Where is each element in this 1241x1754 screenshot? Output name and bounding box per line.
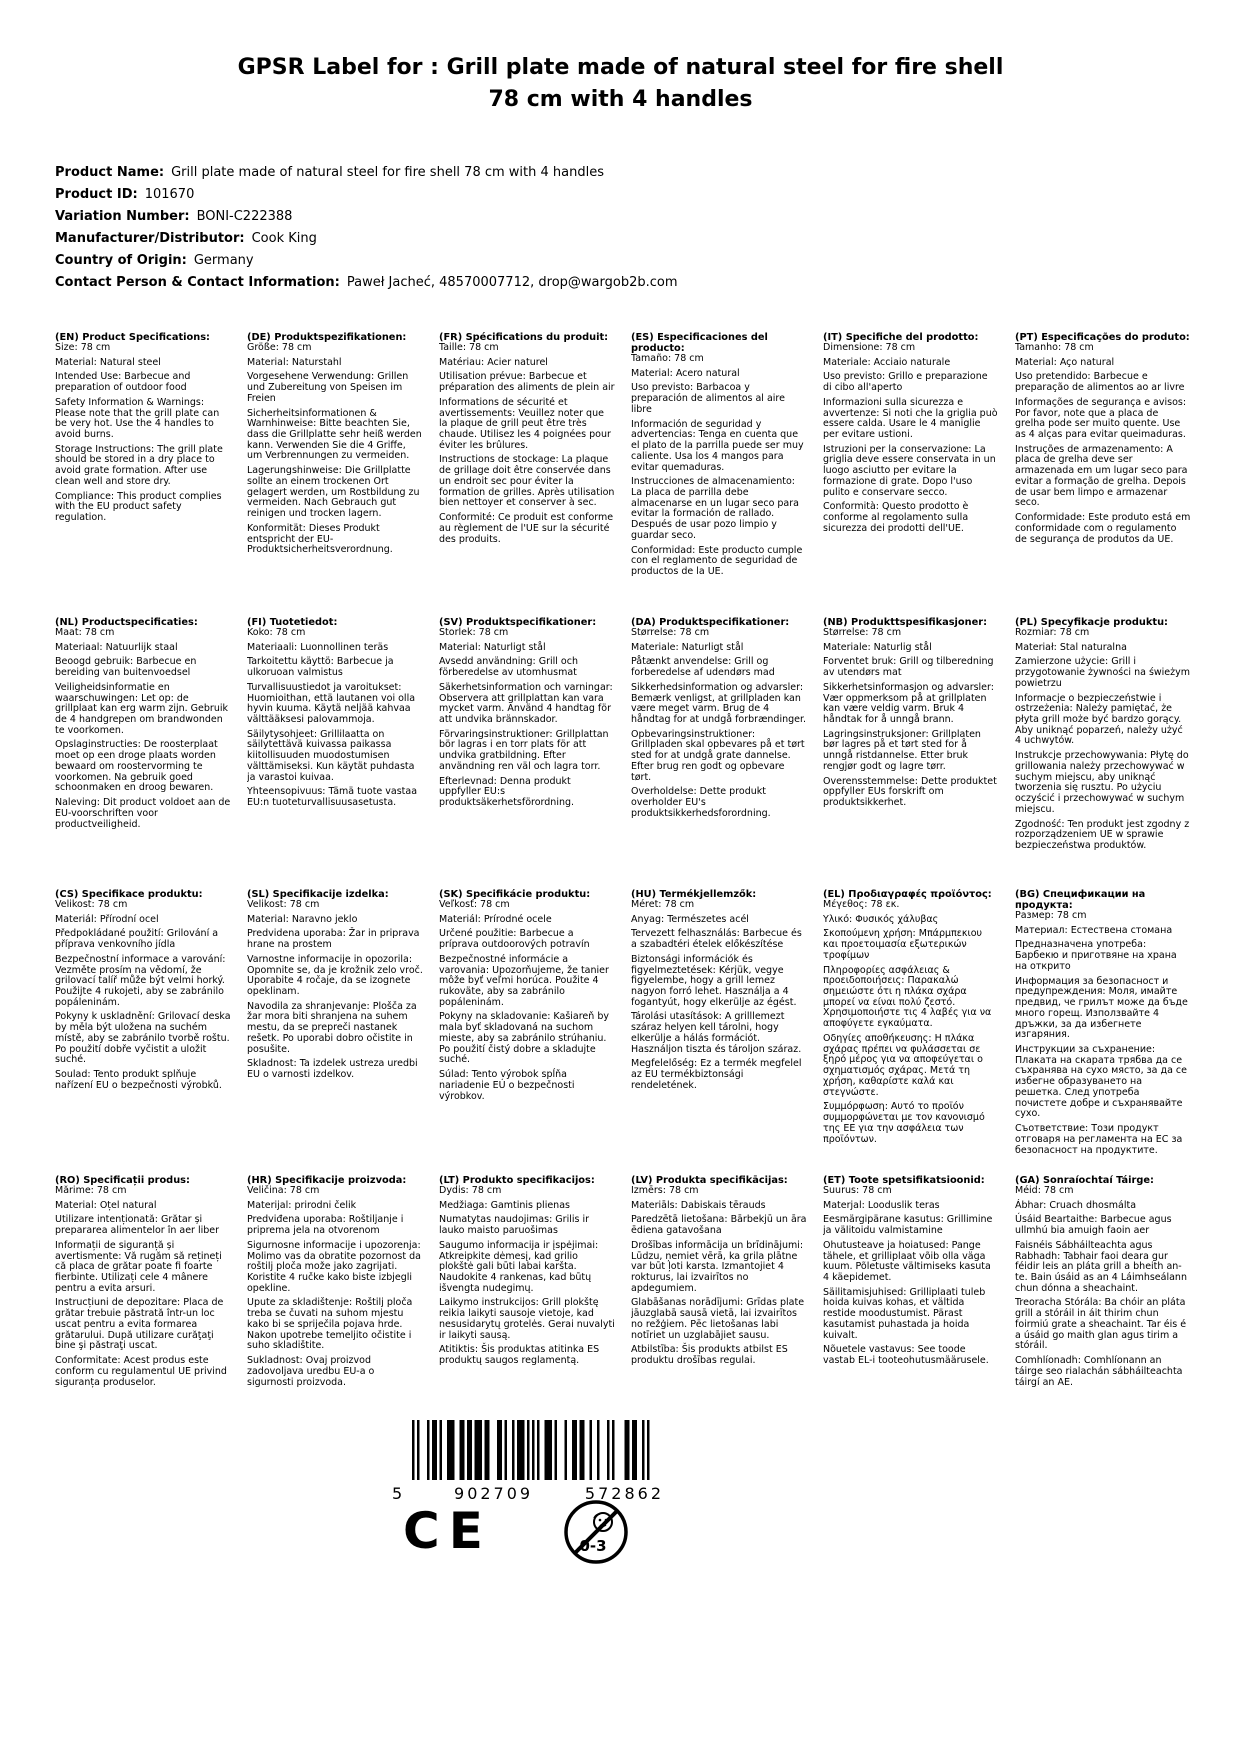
spec-paragraph: Tamanho: 78 cm — [1015, 341, 1094, 353]
spec-paragraph: Material: Natural steel — [55, 356, 161, 368]
spec-paragraph: Saugumo informacija ir įspėjimai: Atkreipkite dėmesį, kad grilio plokštė gali būti labai karšta. Naudokite 4 rankenas, kad būtų išvengta nudegimų. — [439, 1239, 599, 1294]
spec-paragraph: Συμμόρφωση: Αυτό το προϊόν συμμορφώνεται με τον κανονισμό της ΕΕ για την ασφάλεια των προϊόντων. — [823, 1101, 985, 1145]
spec-paragraph: Μέγεθος: 78 εκ. — [823, 898, 900, 910]
compliance-marks — [0, 1412, 1241, 1602]
spec-paragraph: Ábhar: Cruach dhosmálta — [1015, 1199, 1137, 1211]
variation-number-value: BONI-C222388 — [196, 208, 293, 224]
language-block-et — [823, 1175, 999, 1389]
spec-paragraph: Suurus: 78 cm — [823, 1184, 892, 1196]
spec-paragraph: Mărime: 78 cm — [55, 1184, 127, 1196]
language-heading: (PT) Especificações do produto: — [1015, 331, 1190, 343]
spec-paragraph: Materiaal: Natuurlijk staal — [55, 641, 178, 653]
spec-paragraph: Pokyny k uskladnění: Grilovací deska by měla být uložena na suchém místě, aby se zabránilo tvorbě roštu. Po použití dobře vyčistit a uložit suché. — [55, 1011, 231, 1066]
spec-paragraph: Sikkerhedsinformation og advarsler: Bemærk venligst, at grillpladen kan være meget varm. Brug de 4 håndtag for at undgå forbrændinger. — [631, 681, 807, 725]
spec-paragraph: Материал: Естествена стомана — [1015, 924, 1173, 936]
spec-paragraph: Sicherheitsinformationen & Warnhinweise: Bitte beachten Sie, dass die Grillplatte sehr heiß werden kann. Verwenden Sie die 4 Griffe, um Verbrennungen zu vermeiden. — [247, 407, 422, 462]
spec-paragraph: Nõuetele vastavus: See toode vastab EL-i tooteohutusmäärusele. — [823, 1344, 989, 1367]
spec-paragraph: Méret: 78 cm — [631, 898, 695, 910]
language-block-nb — [823, 617, 999, 889]
language-block-ro — [55, 1175, 231, 1389]
spec-paragraph: Storlek: 78 cm — [439, 626, 509, 638]
spec-paragraph: Tárolási utasítások: A grilllemezt száraz helyen kell tárolni, hogy elkerülje a hálás formációt. Használjon tiszta és tároljon száraz. — [631, 1011, 802, 1055]
spec-paragraph: Größe: 78 cm — [247, 341, 312, 353]
page-title-line1: GPSR Label for : Grill plate made of natural steel for fire shell — [237, 55, 1004, 80]
spec-paragraph: Velikost: 78 cm — [247, 898, 320, 910]
spec-paragraph: Dimensione: 78 cm — [823, 341, 916, 353]
spec-paragraph: Zgodność: Ten produkt jest zgodny z rozporządzeniem UE w sprawie bezpieczeństwa produktów. — [1015, 818, 1190, 852]
spec-paragraph: Materiaali: Luonnollinen teräs — [247, 641, 389, 653]
language-block-pt — [1015, 332, 1191, 617]
language-block-sl — [247, 889, 423, 1175]
spec-paragraph: Navodila za shranjevanje: Plošča za žar mora biti shranjena na suhem mestu, da se prepreči nastanek rešetk. Po uporabi dobro očistite in posušite. — [247, 1000, 417, 1055]
spec-paragraph: Pokyny na skladovanie: Kašiareň by mala byť skladovaná na suchom mieste, aby sa zabránilo strúhaniu. Po použití čistý dobre a skladujte suché. — [439, 1011, 609, 1066]
spec-paragraph: Materiale: Naturligt stål — [631, 641, 744, 653]
language-heading: (LT) Produkto specifikacijos: — [439, 1174, 595, 1186]
language-specifications-grid — [55, 332, 1191, 1389]
language-heading: (RO) Specificații produs: — [55, 1174, 190, 1186]
spec-paragraph: Conformità: Questo prodotto è conforme al regolamento sulla sicurezza dei prodotti dell'UE. — [823, 501, 969, 534]
spec-paragraph: Säilytysohjeet: Grillilaatta on säilytettävä kuivassa paikassa kiitollisuuden muodostumisen välttämiseksi. Kun käytät puhdasta ja varastoi kuivaa. — [247, 728, 415, 783]
spec-paragraph: Laikymo instrukcijos: Grill plokštę reikia laikyti sausoje vietoje, kad nesusidarytų grotelės. Gerai nuvalyti ir laikyti sausą. — [439, 1297, 615, 1341]
variation-number-label: Variation Number: — [55, 208, 190, 224]
language-block-fr — [439, 332, 615, 617]
spec-paragraph: Megfelelőség: Ez a termék megfelel az EU termékbiztonsági rendeletének. — [631, 1058, 802, 1091]
language-block-it — [823, 332, 999, 617]
spec-paragraph: Säilitamisjuhised: Grilliplaati tuleb hoida kuivas kohas, et vältida restide moodustumist. Pärast kasutamist puhastada ja hoida kuivalt. — [823, 1286, 986, 1341]
language-block-lv — [631, 1175, 807, 1389]
spec-paragraph: Lagerungshinweise: Die Grillplatte sollte an einem trockenen Ort gelagert werden, um Rostbildung zu vermeiden. Nach Gebrauch gut reinigen und trocken lagern. — [247, 465, 420, 520]
spec-paragraph: Rozmiar: 78 cm — [1015, 626, 1090, 638]
spec-paragraph: Informazioni sulla sicurezza e avvertenze: Si noti che la griglia può essere calda. Usare le 4 maniglie per evitare ustioni. — [823, 396, 998, 440]
spec-paragraph: Atitiktis: Šis produktas atitinka ES produktų saugos reglamentą. — [439, 1344, 600, 1367]
language-block-bg — [1015, 889, 1191, 1175]
language-block-de — [247, 332, 423, 617]
spec-paragraph: Bezpečnostné informácie a varovania: Upozorňujeme, že tanier môže byť veľmi horúca. Použite 4 rukoväte, aby sa zabránilo popáleninám. — [439, 953, 609, 1008]
language-block-ga — [1015, 1175, 1191, 1389]
spec-paragraph: Съответствие: Този продукт отговаря на регламента на ЕС за безопасност на продуктите. — [1015, 1123, 1183, 1156]
spec-paragraph: Skladnost: Ta izdelek ustreza uredbi EU o varnosti izdelkov. — [247, 1058, 418, 1081]
language-heading: (DE) Produktspezifikationen: — [247, 331, 407, 343]
language-heading: (EL) Προδιαγραφές προϊόντος: — [823, 888, 992, 900]
spec-paragraph: Størrelse: 78 cm — [823, 626, 902, 638]
spec-paragraph: Treoracha Stórála: Ba chóir an pláta grill a stóráil in áit thirim chun foirmiú grate a sheachaint. Tar éis é a úsáid go maith glan agus tirim a stóráil. — [1015, 1297, 1187, 1352]
spec-paragraph: Instruções de armazenamento: A placa de grelha deve ser armazenada em um lugar seco para evitar a formação de grelha. Depois de usar bem limpo e armazenar seco. — [1015, 443, 1188, 509]
spec-paragraph: Koko: 78 cm — [247, 626, 306, 638]
language-heading: (GA) Sonraíochtaí Táirge: — [1015, 1174, 1154, 1186]
spec-paragraph: Informații de siguranță și avertismente: Vă rugăm să rețineți că placa de grătar poate fi foarte fierbinte. Utilizați cele 4 mânere pentru a evita arsuri. — [55, 1239, 222, 1294]
spec-paragraph: Paredzētā lietošana: Bārbekjū un āra ēdiena gatavošana — [631, 1214, 807, 1237]
spec-paragraph: Turvallisuustiedot ja varoitukset: Huomioithan, että lautanen voi olla hyvin kuuma. Käytä neljää kahvaa välttääksesi palovammoja. — [247, 681, 416, 725]
spec-paragraph: Eesmärgipärane kasutus: Grillimine ja välitoidu valmistamine — [823, 1214, 993, 1237]
spec-paragraph: Инструкции за съхранение: Плаката на скарата трябва да се съхранява на сухо място, за да се избегне образуването на решетка. След употреба почистете добре и съхранявайте сухо. — [1015, 1043, 1187, 1120]
country-of-origin-row — [55, 254, 1186, 268]
spec-paragraph: Zamierzone użycie: Grill i przygotowanie żywności na świeżym powietrzu — [1015, 656, 1191, 689]
spec-paragraph: Materijal: prirodni čelik — [247, 1199, 357, 1211]
language-block-cs — [55, 889, 231, 1175]
spec-paragraph: Předpokládané použití: Grilování a příprava venkovního jídla — [55, 928, 219, 951]
spec-paragraph: Tarkoitettu käyttö: Barbecue ja ulkoruoan valmistus — [247, 656, 394, 679]
spec-paragraph: Opbevaringsinstruktioner: Grillpladen skal opbevares på et tørt sted for at undgå grate dannelse. Efter brug ren godt og opbevare tørt. — [631, 728, 805, 783]
spec-paragraph: Materiál: Prírodné ocele — [439, 913, 552, 925]
spec-paragraph: Instructions de stockage: La plaque de grillage doit être conservée dans un endroit sec pour éviter la formation de grilles. Après utilisation bien nettoyer et conserver à sec. — [439, 454, 615, 509]
product-name-value: Grill plate made of natural steel for fire shell 78 cm with 4 handles — [171, 164, 604, 180]
age-warning-0-3-icon — [560, 1496, 632, 1572]
spec-paragraph: Izmērs: 78 cm — [631, 1184, 699, 1196]
spec-paragraph: Avsedd användning: Grill och förberedelse av utomhusmat — [439, 656, 578, 679]
language-heading: (SL) Specifikacije izdelka: — [247, 888, 389, 900]
spec-paragraph: Sigurnosne informacije i upozorenja: Molimo vas da obratite pozornost da roštilj ploča može jako zagrijati. Koristite 4 ručke kako biste izbjegli opekline. — [247, 1239, 421, 1294]
language-block-fi — [247, 617, 423, 889]
spec-paragraph: Forventet bruk: Grill og tilberedning av utendørs mat — [823, 656, 994, 679]
country-of-origin-label: Country of Origin: — [55, 252, 187, 268]
language-heading: (BG) Спецификации на продукта: — [1015, 888, 1146, 911]
spec-paragraph: Tamaño: 78 cm — [631, 352, 704, 364]
spec-paragraph: Veiligheidsinformatie en waarschuwingen: Let op: de grillplaat kan erg warm zijn. Gebruik de 4 handgrepen om brandwonden te voorkomen. — [55, 681, 228, 736]
spec-paragraph: Material: Aço natural — [1015, 356, 1115, 368]
language-heading: (ET) Toote spetsifikatsioonid: — [823, 1174, 985, 1186]
spec-paragraph: Förvaringsinstruktioner: Grillplattan bör lagras i en torr plats för att undvika gratbildning. Efter användning ren väl och lagra torr. — [439, 728, 609, 772]
spec-paragraph: Materiāls: Dabiskais tērauds — [631, 1199, 766, 1211]
spec-paragraph: Conformidad: Este producto cumple con el reglamento de seguridad de productos de la UE. — [631, 544, 803, 578]
spec-paragraph: Material: Naturligt stål — [439, 641, 546, 653]
spec-paragraph: Utilizare intenționată: Grătar și prepararea alimentelor în aer liber — [55, 1214, 220, 1237]
spec-paragraph: Méid: 78 cm — [1015, 1184, 1074, 1196]
spec-paragraph: Compliance: This product complies with the EU product safety regulation. — [55, 490, 222, 524]
spec-paragraph: Materjal: Looduslik teras — [823, 1199, 940, 1211]
language-heading: (NB) Produkttspesifikasjoner: — [823, 616, 987, 628]
spec-paragraph: Opslaginstructies: De roosterplaat moet op een droge plaats worden bewaard om roostervorming te voorkomen. Na gebruik goed schoonmaken en droog bewaren. — [55, 739, 218, 794]
spec-paragraph: Sikkerhetsinformasjon og advarsler: Vær oppmerksom på at grillplaten kan være veldig varm. Bruk 4 håndtak for å unngå brann. — [823, 681, 994, 725]
spec-paragraph: Påtænkt anvendelse: Grill og forberedelse af udendørs mad — [631, 656, 775, 679]
spec-paragraph: Biztonsági információk és figyelmeztetések: Kérjük, vegye figyelembe, hogy a grill lemez nagyon forró lehet. Használja a 4 fogantyút, hogy elkerülje az égést. — [631, 953, 797, 1008]
language-block-lt — [439, 1175, 615, 1389]
spec-paragraph: Istruzioni per la conservazione: La griglia deve essere conservata in un luogo asciutto per evitare la formazione di grate. Dopo l'uso pulito e conservare secco. — [823, 443, 996, 498]
language-heading: (SV) Produktspecifikationer: — [439, 616, 597, 628]
language-block-en — [55, 332, 231, 617]
spec-paragraph: Informações de segurança e avisos: Por favor, note que a placa de grelha pode ser muito quente. Use as 4 alças para evitar queimaduras. — [1015, 396, 1187, 440]
spec-paragraph: Instrucțiuni de depozitare: Placa de grătar trebuie păstrată într-un loc uscat pentru a evita formarea grătarului. După utilizare curăţaţi bine şi păstraţi uscat. — [55, 1297, 224, 1352]
spec-paragraph: Velikost: 78 cm — [55, 898, 128, 910]
spec-paragraph: Размер: 78 cm — [1015, 909, 1087, 921]
contact-value: Paweł Jacheć, 48570007712, drop@wargob2b.com — [346, 274, 678, 290]
language-heading: (FR) Spécifications du produit: — [439, 331, 609, 343]
language-heading: (CS) Specifikace produktu: — [55, 888, 203, 900]
spec-paragraph: Glabāšanas norādījumi: Grīdas plate jāuzglabā sausā vietā, lai izvairītos no režģiem. Pēc lietošanas labi notīriet un uzglabājiet sausu. — [631, 1297, 805, 1341]
spec-paragraph: Yhteensopivuus: Tämä tuote vastaa EU:n tuoteturvallisuusasetusta. — [247, 786, 418, 809]
spec-paragraph: Súlad: Tento výrobok spĺňa nariadenie EÚ o bezpečnosti výrobkov. — [439, 1069, 575, 1102]
page-title — [191, 0, 1051, 116]
spec-paragraph: Veľkosť: 78 cm — [439, 898, 510, 910]
spec-paragraph: Drošības informācija un brīdinājumi: Lūdzu, ņemiet vērā, ka grila plātne var būt ļoti karsta. Izmantojiet 4 rokturus, lai izvairītos no apdegumiem. — [631, 1239, 804, 1294]
spec-paragraph: Información de seguridad y advertencias: Tenga en cuenta que el plato de la parrilla puede ser muy caliente. Usa los 4 mangos para evitar quemaduras. — [631, 418, 804, 473]
spec-paragraph: Bezpečnostní informace a varování: Vezměte prosím na vědomí, že grilovací talíř může být velmi horký. Použijte 4 rukojeti, aby se zabránilo popáleninám. — [55, 953, 226, 1008]
language-block-sv — [439, 617, 615, 889]
spec-paragraph: Utilisation prévue: Barbecue et préparation des aliments de plein air — [439, 371, 615, 394]
spec-paragraph: Dydis: 78 cm — [439, 1184, 502, 1196]
spec-paragraph: Comhlíonadh: Comhlíonann an táirge seo rialachán sábháilteachta táirgí an AE. — [1015, 1355, 1183, 1388]
spec-paragraph: Matériau: Acier naturel — [439, 356, 548, 368]
spec-paragraph: Instrucciones de almacenamiento: La placa de parrilla debe almacenarse en un lugar seco para evitar la formación de rallado. Después de usar pozo limpio y guardar seco. — [631, 476, 799, 541]
spec-paragraph: Maat: 78 cm — [55, 626, 115, 638]
product-info — [55, 166, 1186, 290]
product-id-label: Product ID: — [55, 186, 138, 202]
language-heading: (ES) Especificaciones del producto: — [631, 331, 768, 354]
spec-paragraph: Upute za skladištenje: Roštilj ploča treba se čuvati na suhom mjestu kako bi se spriječila pojava hrde. Nakon upotrebe temeljito očistite i suho skladištite. — [247, 1297, 413, 1352]
spec-paragraph: Naleving: Dit product voldoet aan de EU-voorschriften voor productveiligheid. — [55, 797, 231, 830]
spec-paragraph: Materiál: Přírodní ocel — [55, 913, 159, 925]
spec-paragraph: Informations de sécurité et avertissements: Veuillez noter que la plaque de grill peut être très chaude. Utilisez les 4 poignées pour éviter les brûlures. — [439, 396, 611, 451]
spec-paragraph: Veličina: 78 cm — [247, 1184, 320, 1196]
spec-paragraph: Størrelse: 78 cm — [631, 626, 710, 638]
language-block-sk — [439, 889, 615, 1175]
spec-paragraph: Beoogd gebruik: Barbecue en bereiding van buitenvoedsel — [55, 656, 197, 679]
spec-paragraph: Conformidade: Este produto está em conformidade com o regulamento de segurança de produtos da UE. — [1015, 512, 1191, 545]
language-block-pl — [1015, 617, 1191, 889]
spec-paragraph: Overholdelse: Dette produkt overholder EU's produktsikkerhedsforordning. — [631, 786, 771, 819]
barcode-right-group: 572862 — [584, 1484, 664, 1503]
spec-paragraph: Material: Acero natural — [631, 367, 740, 379]
spec-paragraph: Materiał: Stal naturalna — [1015, 641, 1127, 653]
barcode-first-digit: 5 — [392, 1484, 403, 1503]
spec-paragraph: Υλικό: Φυσικός χάλυβας — [823, 913, 939, 925]
manufacturer-row — [55, 232, 1186, 246]
spec-paragraph: Numatytas naudojimas: Grilis ir lauko maisto paruošimas — [439, 1214, 589, 1237]
product-name-row — [55, 166, 1186, 180]
language-block-da — [631, 617, 807, 889]
spec-paragraph: Material: Naravno jeklo — [247, 913, 358, 925]
spec-paragraph: Materiale: Acciaio naturale — [823, 356, 951, 368]
country-of-origin-value: Germany — [193, 252, 254, 268]
spec-paragraph: Instrukcje przechowywania: Płytę do grillowania należy przechowywać w suchym miejscu, aby uniknąć tworzenia się rusztu. Po użyciu oczyścić i przechowywać w suchym miejscu. — [1015, 750, 1189, 815]
spec-paragraph: Οδηγίες αποθήκευσης: Η πλάκα σχάρας πρέπει να φυλάσσεται σε ξηρό μέρος για να αποφεύγεται ο σχηματισμός σχάρας. Μετά τη χρήση, καθαρίστε καλά και στεγνώστε. — [823, 1032, 983, 1098]
spec-paragraph: Safety Information & Warnings: Please note that the grill plate can be very hot. Use the 4 handles to avoid burns. — [55, 396, 220, 440]
manufacturer-value: Cook King — [251, 230, 317, 246]
spec-paragraph: Anyag: Természetes acél — [631, 913, 749, 925]
language-heading: (NL) Productspecificaties: — [55, 616, 198, 628]
spec-paragraph: Material: Naturstahl — [247, 356, 342, 368]
language-block-hu — [631, 889, 807, 1175]
spec-paragraph: Predvidena uporaba: Žar in priprava hrane na prostem — [247, 928, 420, 951]
spec-paragraph: Materiale: Naturlig stål — [823, 641, 932, 653]
language-block-hr — [247, 1175, 423, 1389]
spec-paragraph: Conformitate: Acest produs este conform cu regulamentul UE privind siguranța produselor. — [55, 1355, 227, 1388]
barcode-left-group: 902709 — [454, 1484, 534, 1503]
page-title-line2: 78 cm with 4 handles — [488, 86, 753, 112]
spec-paragraph: Storage Instructions: The grill plate should be stored in a dry place to avoid grate formation. After use clean well and store dry. — [55, 443, 223, 487]
ce-mark: CE — [403, 1502, 492, 1560]
spec-paragraph: Tervezett felhasználás: Barbecue és a szabadtéri ételek előkészítése — [631, 928, 802, 951]
language-heading: (FI) Tuotetiedot: — [247, 616, 338, 628]
language-heading: (HU) Termékjellemzők: — [631, 888, 757, 900]
spec-paragraph: Ohutusteave ja hoiatused: Pange tähele, et grilliplaat võib olla väga kuum. Põletuste vältimiseks kasuta 4 käepidemet. — [823, 1239, 991, 1283]
product-name-label: Product Name: — [55, 164, 165, 180]
spec-paragraph: Efterlevnad: Denna produkt uppfyller EU:s produktsäkerhetsförordning. — [439, 775, 575, 809]
spec-paragraph: Uso previsto: Barbacoa y preparación de alimentos al aire libre — [631, 382, 785, 415]
spec-paragraph: Overensstemmelse: Dette produktet oppfyller EUs forskrift om produktsikkerhet. — [823, 775, 997, 809]
language-heading: (LV) Produkta specifikācijas: — [631, 1174, 788, 1186]
contact-row — [55, 276, 1186, 290]
variation-number-row — [55, 210, 1186, 224]
language-heading: (DA) Produktspecifikationer: — [631, 616, 790, 628]
spec-paragraph: Lagringsinstruksjoner: Grillplaten bør lagres på et tørt sted for å unngå ristdannelse. Etter bruk rengjør godt og lagre tørr. — [823, 728, 981, 772]
language-heading: (PL) Specyfikacje produktu: — [1015, 616, 1168, 628]
spec-paragraph: Säkerhetsinformation och varningar: Observera att grillplattan kan vara mycket varm. Använd 4 handtag för att undvika brännskador. — [439, 681, 613, 725]
spec-paragraph: Predviđena uporaba: Roštiljanje i priprema jela na otvorenom — [247, 1214, 404, 1237]
spec-paragraph: Σκοπούμενη χρήση: Μπάρμπεκιου και προετοιμασία εξωτερικών τροφίμων — [823, 928, 982, 961]
age-range-text: 0-3 — [579, 1537, 607, 1555]
spec-paragraph: Uso previsto: Grillo e preparazione di cibo all'aperto — [823, 371, 988, 394]
spec-paragraph: Varnostne informacije in opozorila: Opomnite se, da je krožnik zelo vroč. Uporabite 4 ročaje, da se izognete opeklinam. — [247, 953, 423, 997]
contact-label: Contact Person & Contact Information: — [55, 274, 340, 290]
manufacturer-label: Manufacturer/Distributor: — [55, 230, 245, 246]
language-heading: (HR) Specifikacije proizvoda: — [247, 1174, 407, 1186]
spec-paragraph: Konformität: Dieses Produkt entspricht der EU-Produktsicherheitsverordnung. — [247, 522, 393, 556]
spec-paragraph: Intended Use: Barbecue and preparation of outdoor food — [55, 371, 191, 394]
spec-paragraph: Atbilstība: Šis produkts atbilst ES produktu drošības regulai. — [631, 1344, 788, 1367]
spec-paragraph: Faisnéis Sábháilteachta agus Rabhadh: Tabhair faoi deara gur féidir leis an pláta grill a bheith an-te. Bain úsáid as an 4 Láimhseálann chun dónna a sheachaint. — [1015, 1239, 1187, 1294]
spec-paragraph: Určené použitie: Barbecue a príprava outdoorových potravín — [439, 928, 590, 951]
language-heading: (SK) Špecifikácie produktu: — [439, 888, 591, 900]
language-block-nl — [55, 617, 231, 889]
spec-paragraph: Taille: 78 cm — [439, 341, 499, 353]
spec-paragraph: Size: 78 cm — [55, 341, 111, 353]
spec-paragraph: Sukladnost: Ovaj proizvod zadovoljava uredbu EU-a o sigurnosti proizvoda. — [247, 1355, 375, 1388]
spec-paragraph: Informacje o bezpieczeństwie i ostrzeżenia: Należy pamiętać, że płyta grill może być bardzo gorący. Aby uniknąć poparzeń, należy użyć 4 uchwytów. — [1015, 692, 1183, 747]
spec-paragraph: Vorgesehene Verwendung: Grillen und Zubereitung von Speisen im Freien — [247, 371, 409, 404]
spec-paragraph: Úsáid Beartaithe: Barbecue agus ullmhú bia amuigh faoin aer — [1015, 1214, 1172, 1237]
ean-13-barcode — [412, 1420, 650, 1484]
spec-paragraph: Conformité: Ce produit est conforme au règlement de l'UE sur la sécurité des produits. — [439, 512, 614, 545]
product-id-row — [55, 188, 1186, 202]
spec-paragraph: Material: Oțel natural — [55, 1199, 157, 1211]
language-block-es — [631, 332, 807, 617]
spec-paragraph: Информация за безопасност и предупреждения: Моля, имайте предвид, че грилът може да бъде много горещ. Използвайте 4 дръжки, за да избегнете изгаряния. — [1015, 975, 1188, 1041]
spec-paragraph: Πληροφορίες ασφάλειας & προειδοποιήσεις: Παρακαλώ σημειώστε ότι η πλάκα σχάρα μπορεί να είναι πολύ ζεστό. Χρησιμοποιήστε τις 4 λαβές για να αποφύγετε εγκαύματα. — [823, 964, 992, 1030]
spec-paragraph: Предназначена употреба: Барбекю и приготвяне на храна на открито — [1015, 939, 1177, 972]
language-block-el — [823, 889, 999, 1175]
spec-paragraph: Medžiaga: Gamtinis plienas — [439, 1199, 570, 1211]
language-heading: (EN) Product Specifications: — [55, 331, 210, 343]
spec-paragraph: Soulad: Tento produkt splňuje nařízení EU o bezpečnosti výrobků. — [55, 1069, 222, 1091]
language-heading: (IT) Specifiche del prodotto: — [823, 331, 979, 343]
spec-paragraph: Uso pretendido: Barbecue e preparação de alimentos ao ar livre — [1015, 371, 1185, 394]
product-id-value: 101670 — [144, 186, 195, 202]
